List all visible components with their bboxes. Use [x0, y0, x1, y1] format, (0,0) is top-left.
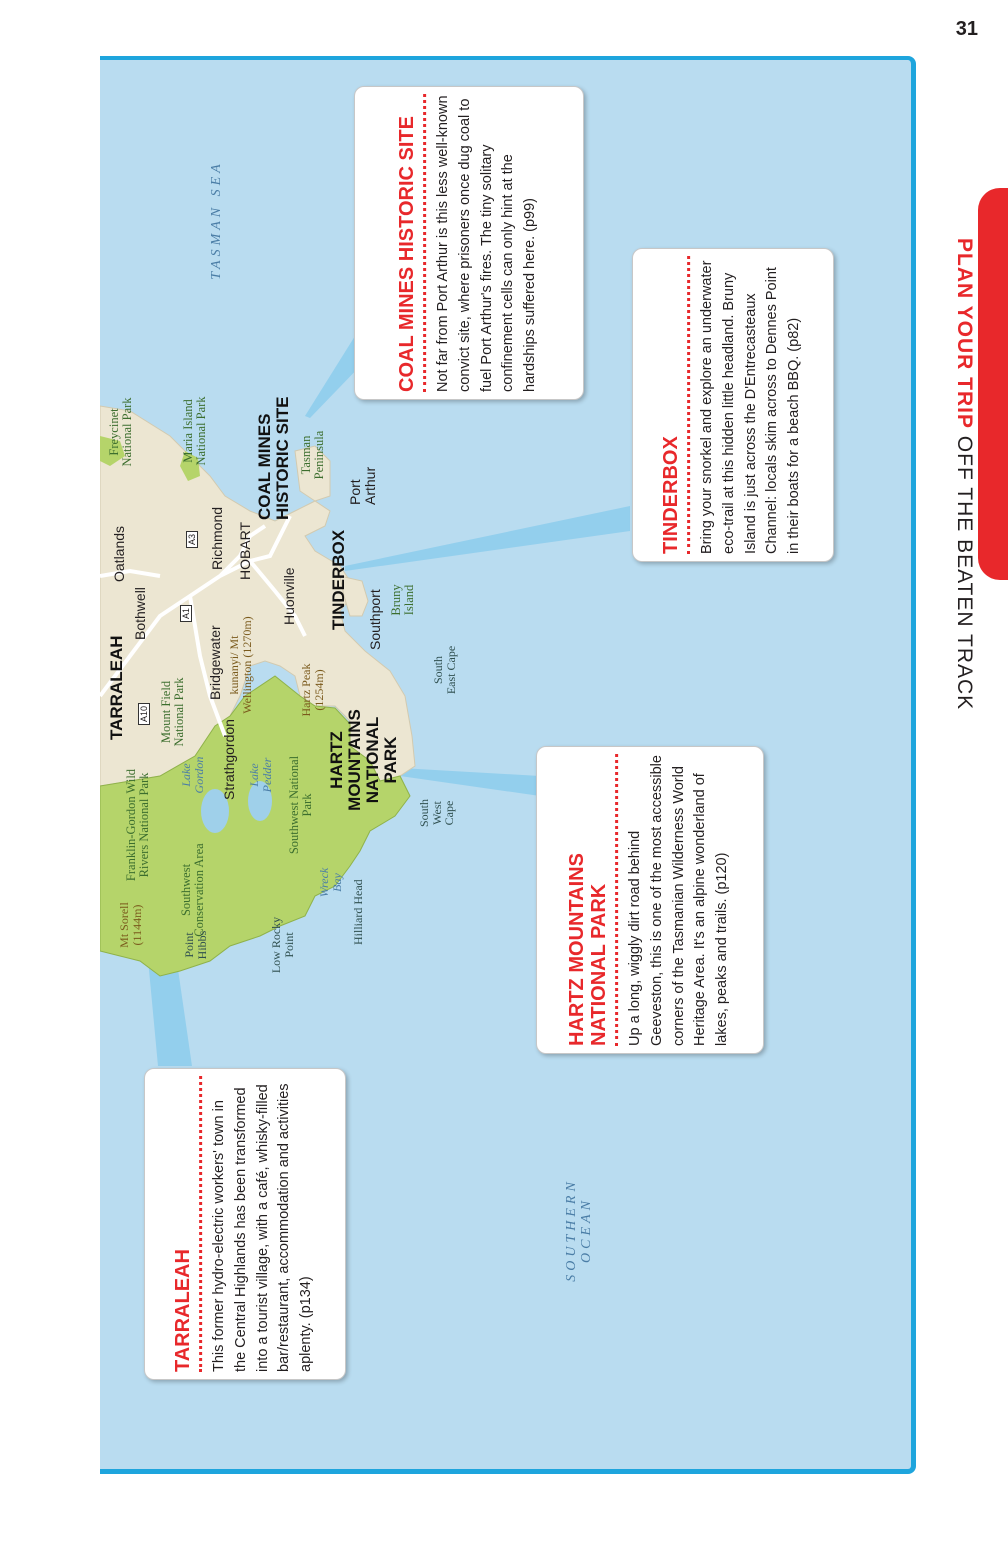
cape-low-rocky: Low Rocky Point [269, 916, 296, 974]
peak-wellington: kunanyi/ Mt Wellington (1270m) [227, 616, 254, 714]
dotted-rule [615, 754, 618, 1046]
peak-hartz: Hartz Peak (1254m) [299, 663, 326, 717]
page-number: 31 [955, 18, 978, 40]
tasman-sea-label: TASMAN SEA [209, 160, 224, 280]
callout-tarraleah [144, 1068, 346, 1380]
map-label-tarraleah: TARRALEAH [107, 635, 126, 740]
road-a3: A3 [186, 531, 198, 548]
map-label-coal-mines: COAL MINES HISTORIC SITE [255, 396, 292, 520]
town-strathgordon: Strathgordon [221, 719, 237, 800]
callout-title: COAL MINES HISTORIC SITE [396, 116, 419, 392]
cape-hilliard: Hilliard Head [351, 879, 365, 945]
dotted-rule [687, 256, 690, 554]
feature-bruny: Bruny Island [389, 584, 417, 616]
callout-body: Bring your snorkel and explore an underwater eco-trail at this hidden little headland. Bruny Island is just across the D'Entrecasteaux Channel: locals skim across to Dennes Point in their boats for a beach BBQ. (p82) [699, 260, 803, 554]
running-head-rest: OFF THE BEATEN TRACK [953, 428, 976, 711]
dotted-rule [199, 1076, 202, 1372]
town-oatlands: Oatlands [111, 525, 127, 582]
town-port-arthur: Port Arthur [347, 466, 378, 505]
cape-south-west: South West Cape [417, 799, 457, 828]
callout-body: Not far from Port Arthur is this less well-known convict site, where prisoners once dug coal to fuel Port Arthur's fires. The tiny solitary confinement cells can only hint at the hardships suffered here. (p99) [435, 95, 539, 392]
feature-southwest-np: Southwest National Park [287, 755, 315, 855]
callout-title: HARTZ MOUNTAINS NATIONAL PARK [566, 853, 611, 1046]
callout-hartz [536, 746, 764, 1054]
town-bothwell: Bothwell [132, 587, 148, 640]
callout-tinderbox [632, 248, 834, 562]
feature-lake-pedder: Lake Pedder [247, 757, 274, 793]
road-a1: A1 [180, 605, 192, 622]
callout-body: This former hydro-electric workers' town in the Central Highlands has been transformed into a tourist village, with a café, whisky-filled bar/restaurant, accommodation and activities aplenty. (p134) [211, 1083, 315, 1372]
town-richmond: Richmond [209, 506, 225, 570]
map-label-tinderbox: TINDERBOX [329, 529, 348, 630]
feature-lake-gordon: Lake Gordon [179, 756, 206, 794]
callout-title: TARRALEAH [172, 1249, 195, 1372]
town-bridgewater: Bridgewater [207, 625, 223, 700]
section-tab [978, 188, 1008, 580]
cape-south-east: South East Cape [431, 645, 458, 695]
pointer-tinderbox [345, 506, 630, 571]
callout-body: Up a long, wiggly dirt road behind Geeveston, this is one of the most accessible corners of the Tasmanian Wilderness World Heritage Area. It's an alpine wonderland of lakes, peaks and trails. (p120) [627, 755, 731, 1046]
map-label-hartz: HARTZ MOUNTAINS NATIONAL PARK [327, 709, 400, 811]
feature-mount-field: Mount Field National Park [159, 677, 187, 747]
running-head-accent: PLAN YOUR TRIP [953, 238, 976, 429]
town-huonville: Huonville [281, 567, 297, 625]
feature-maria: Maria Island National Park [181, 396, 209, 466]
feature-southwest-ca: Southwest Conservation Area [179, 843, 207, 937]
town-southport: Southport [367, 589, 383, 650]
callout-coal-mines [354, 86, 584, 400]
feature-freycinet: Freycinet National Park [107, 397, 135, 467]
cape-point-hibbs: Point Hibbs [182, 930, 209, 960]
dotted-rule [423, 94, 426, 392]
feature-wreck-bay: Wreck Bay [317, 867, 344, 898]
southern-ocean-label: SOUTHERN OCEAN [564, 1178, 594, 1282]
town-hobart: HOBART [237, 521, 253, 580]
feature-franklin: Franklin-Gordon Wild Rivers National Park [124, 768, 152, 882]
running-head [952, 238, 976, 710]
feature-tasman-peninsula: Tasman Peninsula [299, 430, 327, 480]
road-a10: A10 [138, 703, 150, 725]
callout-title: TINDERBOX [660, 436, 683, 554]
peak-mt-sorell: Mt Sorell (1144m) [117, 902, 144, 948]
